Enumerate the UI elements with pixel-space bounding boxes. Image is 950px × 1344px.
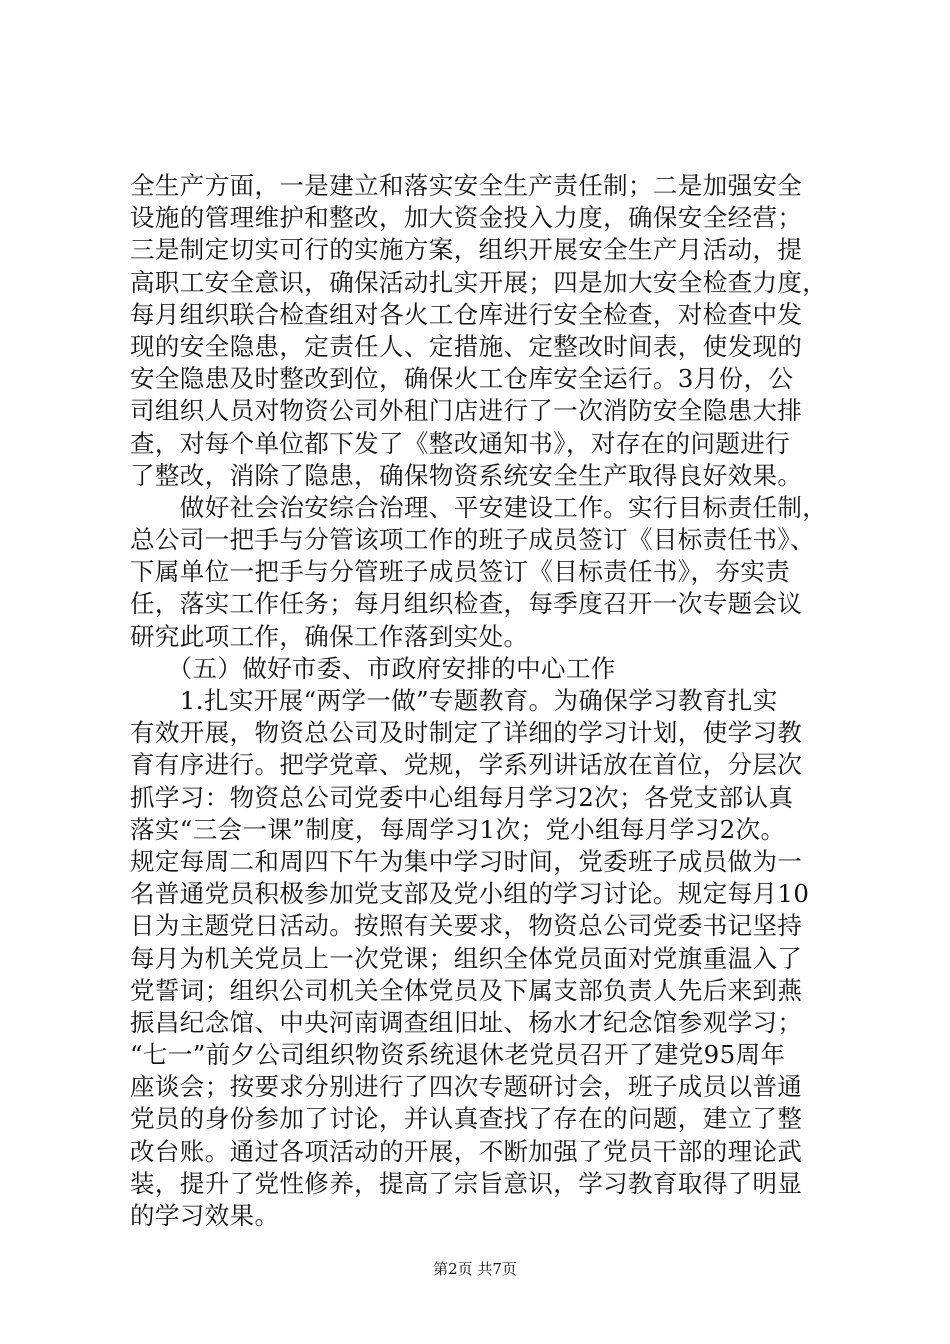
text-line: 的学习效果。 <box>130 1201 280 1230</box>
text-line: 每月组织联合检查组对各火工仓库进行安全检查，对检查中发 <box>130 299 803 329</box>
paragraph-start-line: 做好社会治安综合治理、平安建设工作。实行目标责任制， <box>130 492 828 522</box>
text-line: 司组织人员对物资公司外租门店进行了一次消防安全隐患大排 <box>130 396 803 426</box>
section-heading: （五）做好市委、市政府安排的中心工作 <box>130 653 616 683</box>
text-line: 育有序进行。把学党章、党规，学系列讲话放在首位，分层次 <box>130 750 803 780</box>
text-line: 总公司一把手与分管该项工作的班子成员签订《目标责任书》、 <box>130 525 815 555</box>
text-line: 有效开展，物资总公司及时制定了详细的学习计划，使学习教 <box>130 718 803 748</box>
text-line: 抓学习：物资总公司党委中心组每月学习2次；各党支部认真 <box>130 782 794 812</box>
text-line: 三是制定切实可行的实施方案，组织开展安全生产月活动，提 <box>130 235 803 265</box>
text-line: 研究此项工作，确保工作落到实处。 <box>130 621 529 651</box>
text-line: 安全隐患及时整改到位，确保火工仓库安全运行。3月份，公 <box>130 364 794 394</box>
text-line: 下属单位一把手与分管班子成员签订《目标责任书》，夯实责 <box>130 557 791 587</box>
text-line: 落实“三会一课”制度，每周学习1次；党小组每月学习2次。 <box>130 814 786 844</box>
body-text <box>130 170 830 1232</box>
text-line: 现的安全隐患，定责任人、定措施、定整改时间表，使发现的 <box>130 331 803 361</box>
text-line: 座谈会；按要求分别进行了四次专题研讨会，班子成员以普通 <box>130 1072 803 1102</box>
text-line: 全生产方面，一是建立和落实安全生产责任制；二是加强安全 <box>130 171 803 200</box>
text-line: 每月为机关党员上一次党课；组织全体党员面对党旗重温入了 <box>130 943 803 973</box>
text-line: 党员的身份参加了讨论，并认真查找了存在的问题，建立了整 <box>130 1104 803 1134</box>
text-line: 规定每周二和周四下午为集中学习时间，党委班子成员做为一 <box>130 846 803 876</box>
text-line: 了整改，消除了隐患，确保物资系统安全生产取得良好效果。 <box>130 460 803 490</box>
text-line: 任，落实工作任务；每月组织检查，每季度召开一次专题会议 <box>130 589 803 619</box>
text-line: 设施的管理维护和整改，加大资金投入力度，确保安全经营； <box>130 203 803 233</box>
text-line: 振昌纪念馆、中央河南调查组旧址、杨水才纪念馆参观学习； <box>130 1007 803 1037</box>
text-line: 高职工安全意识，确保活动扎实开展；四是加大安全检查力度， <box>130 267 828 297</box>
page-number-footer: 第2页 共7页 <box>433 1260 517 1278</box>
text-line: 装，提升了党性修养，提高了宗旨意识，学习教育取得了明显 <box>130 1168 803 1198</box>
text-line: “七一”前夕公司组织物资系统退休老党员召开了建党95周年 <box>130 1040 786 1070</box>
text-line: 改台账。通过各项活动的开展，不断加强了党员干部的理论武 <box>130 1136 803 1166</box>
text-line: 日为主题党日活动。按照有关要求，物资总公司党委书记坚持 <box>130 911 803 941</box>
paragraph-start-line: 1.扎实开展“两学一做”专题教育。为确保学习教育扎实 <box>130 686 778 715</box>
text-line: 查，对每个单位都下发了《整改通知书》，对存在的问题进行 <box>130 428 791 458</box>
text-line: 党誓词；组织公司机关全体党员及下属支部负责人先后来到燕 <box>130 975 803 1005</box>
text-line: 名普通党员积极参加党支部及党小组的学习讨论。规定每月10 <box>130 879 810 909</box>
